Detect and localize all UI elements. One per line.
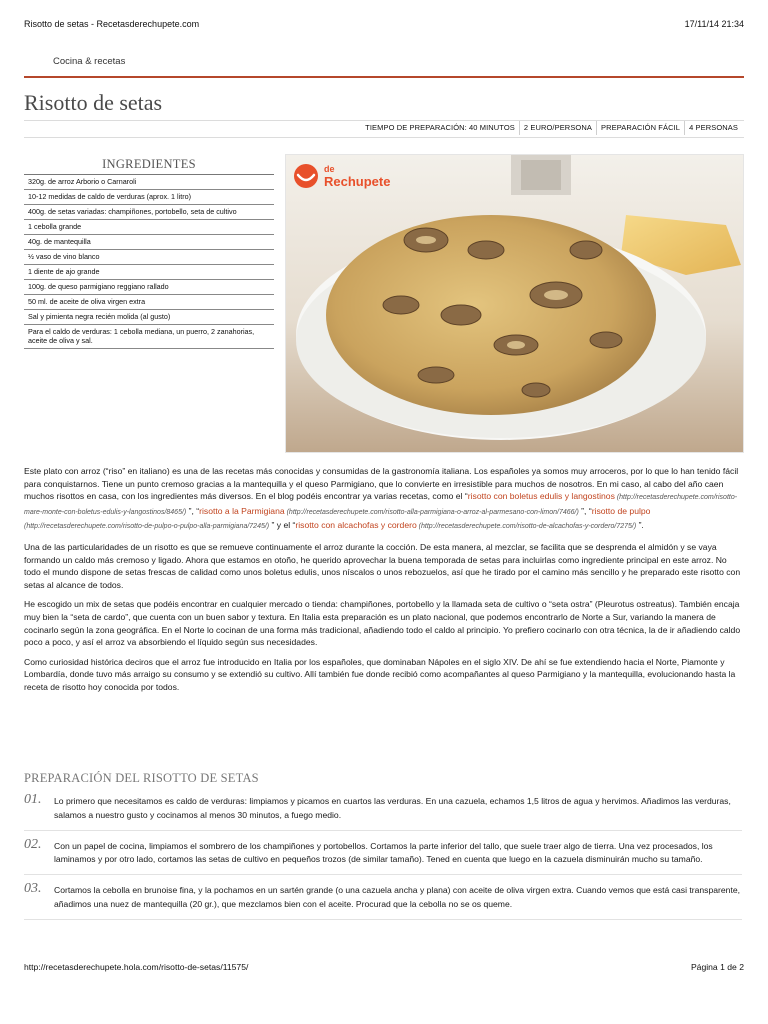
intro-paragraph-3: He escogido un mix de setas que podéis encontrar en cualquier mercado o tienda: champiñones, portobello y la llamada seta de cultivo o “seta ostra” (Pleurotus ostreatus). También encaja muy bien la “seta de cardo”, que cuenta con un buen sabor y textura. En Italia esta preparación es un plato nacional, que podemos encontrarlo de Norte a Sur, variando la manera de cocinarlo según la zona geográfica. En el Norte lo cocinan de una forma más tradicional, añadiendo todo el caldo al principio. Yo prefiero cocinarlo con otra técnica, la de ir añadiendo caldo poco a poco, y así el arroz va absorbiendo el líquido según sus necesidades. [24, 599, 741, 648]
step-text: Lo primero que necesitamos es caldo de verduras: limpiamos y picamos en cuartos las verduras. En una cazuela, echamos 1,5 litros de agua y hervimos. Añadimos las verduras, salamos a nuestro gusto y cocinamos al menos 30 minutos, a fuego medio. [54, 796, 731, 820]
meta-difficulty: PREPARACIÓN FÁCIL [596, 121, 684, 135]
print-footer-page: Página 1 de 2 [690, 962, 744, 972]
print-header-date: 17/11/14 21:34 [684, 19, 744, 29]
step-item [24, 836, 742, 876]
ingredient-item: 1 diente de ajo grande [24, 265, 274, 280]
print-footer [24, 962, 744, 976]
related-recipe-link[interactable]: risotto a la Parmigiana [199, 505, 285, 516]
print-header [24, 19, 744, 33]
ingredient-item: 10-12 medidas de caldo de verduras (aprox. 1 litro) [24, 190, 274, 205]
print-footer-url: http://recetasderechupete.hola.com/risotto-de-setas/11575/ [24, 962, 249, 972]
ingredients-list [24, 175, 274, 349]
ingredients-panel [24, 155, 274, 349]
recipe-meta-bar [361, 121, 742, 135]
intro-text [24, 465, 742, 701]
step-item [24, 792, 742, 831]
breadcrumb-link[interactable]: Cocina & recetas [53, 56, 126, 67]
logo-text-bottom: Rechupete [324, 174, 391, 189]
ingredient-item: 1 cebolla grande [24, 220, 274, 235]
logo-text-top: de [324, 164, 335, 174]
ingredient-item: 100g. de queso parmigiano reggiano rallado [24, 280, 274, 295]
preparation-heading: PREPARACIÓN DEL RISOTTO DE SETAS [24, 771, 259, 785]
meta-cost: 2 EURO/PERSONA [519, 121, 596, 135]
ingredient-item: 40g. de mantequilla [24, 235, 274, 250]
step-text: Con un papel de cocina, limpiamos el sombrero de los champiñones y portobellos. Cortamos la parte inferior del tallo, que suele traer algo de tierra. Una vez procesados, los laminamos y por otro lado, cortamos las setas de cultivo en pequeños trozos (de similar tamaño). Tened en cuenta que luego en la cazuela disminuirán mucho su tamaño. [54, 840, 713, 865]
meta-prep-time: TIEMPO DE PREPARACIÓN: 40 MINUTOS [365, 123, 515, 132]
ingredient-item: ½ vaso de vino blanco [24, 250, 274, 265]
ingredient-item: 50 ml. de aceite de oliva virgen extra [24, 295, 274, 310]
meta-servings: 4 PERSONAS [684, 121, 742, 135]
step-number: 01. [24, 792, 42, 807]
intro-paragraph-4: Como curiosidad histórica deciros que el arroz fue introducido en Italia por los españoles, que dominaban Nápoles en el siglo XIV. De ahí se fue extendiendo hacia el Norte, Piamonte y Lombardía, donde tuvo más arraigo su consumo y se extendió su cultivo. Allí también fue donde recibió como acompañantes al queso Parmigiano y la mantequilla, evolucionando hasta la receta de risotto hoy conocida por todos. [24, 656, 736, 692]
print-header-title: Risotto de setas - Recetasderechupete.com [24, 19, 200, 29]
ingredient-item: 400g. de setas variadas: champiñones, portobello, seta de cultivo [24, 205, 274, 220]
step-text: Cortamos la cebolla en brunoise fina, y la pochamos en un sartén grande (o una cazuela ancha y plana) con aceite de oliva virgen extra. Cuando vemos que está casi transparente, añadimos una nuez de mantequilla (20 gr.), que mezclamos bien con el aceite. Procurad que la cebolla no se os queme. [54, 885, 741, 909]
step-number: 02. [24, 836, 42, 852]
related-recipe-link[interactable]: risotto con alcachofas y cordero [295, 520, 417, 531]
step-item [24, 881, 742, 920]
intro-paragraph-2: Una de las particularidades de un risotto es que se remueve continuamente el arroz durante la cocción. De esta manera, al mezclar, se facilita que se desprenda el almidón y se vaya formando un caldo más cremoso y ligado. Ahora que estamos en otoño, he querido aprovechar la buena temporada de setas para incluirlas como ingrediente principal en este arroz. No todo el mundo dispone de setas frescas de calidad como unos boletus edulis, unos níscalos o unos rebozuelos, así que he tirado por el camino más sencillo y he preparado este risotto con setas al alcance de todos. [24, 541, 741, 590]
ingredient-item: Para el caldo de verduras: 1 cebolla mediana, un puerro, 2 zanahorias, aceite de oliva y sal. [24, 325, 274, 349]
related-recipe-link[interactable]: risotto de pulpo [591, 505, 651, 516]
ingredient-item: Sal y pimienta negra recién molida (al gusto) [24, 310, 274, 325]
ingredients-heading: INGREDIENTES [24, 155, 274, 175]
recipe-photo [285, 154, 744, 453]
preparation-steps [24, 792, 742, 929]
related-recipe-link[interactable]: risotto con boletus edulis y langostinos [467, 491, 615, 502]
intro-paragraph-1: Este plato con arroz (“riso” en italiano) es una de las recetas más conocidas y consumidas de la gastronomía italiana. Los españoles ya somos muy arroceros, por lo que lo han tenido fácil para conquistarnos. Tiene un punto cremoso gracias a la mantequilla y el queso Parmigiano, que lo convierte en irresistible para muchos de nosotros. En mi caso, al cabo del año caen muchos risottos en casa, con los ingredientes más diversos. En el blog podéis encontrar ya varias recetas, como el “risotto con boletus edulis y langostinos (http://recetasderechupete.com/risotto-mare-monte-con-boletus-edulis-y-langostinos/8465/) ”, “risotto a la Parmigiana (http://recetasderechupete.com/risotto-alla-parmigiana-o-arroz-al-parmesano-con-limon/7466/) ”, “risotto de pulpo (http://recetasderechupete.com/risotto-de-pulpo-o-pulpo-alla-parmigiana/7245/) ” y el “risotto con alcachofas y cordero (http://recetasderechupete.com/risotto-de-alcachofas-y-cordero/7275/) ”. [24, 466, 739, 531]
page-title: Risotto de setas [24, 90, 163, 115]
meta-divider [24, 137, 744, 138]
ingredient-item: 320g. de arroz Arborio o Carnaroli [24, 175, 274, 190]
step-number: 03. [24, 881, 42, 897]
header-divider [24, 76, 744, 78]
